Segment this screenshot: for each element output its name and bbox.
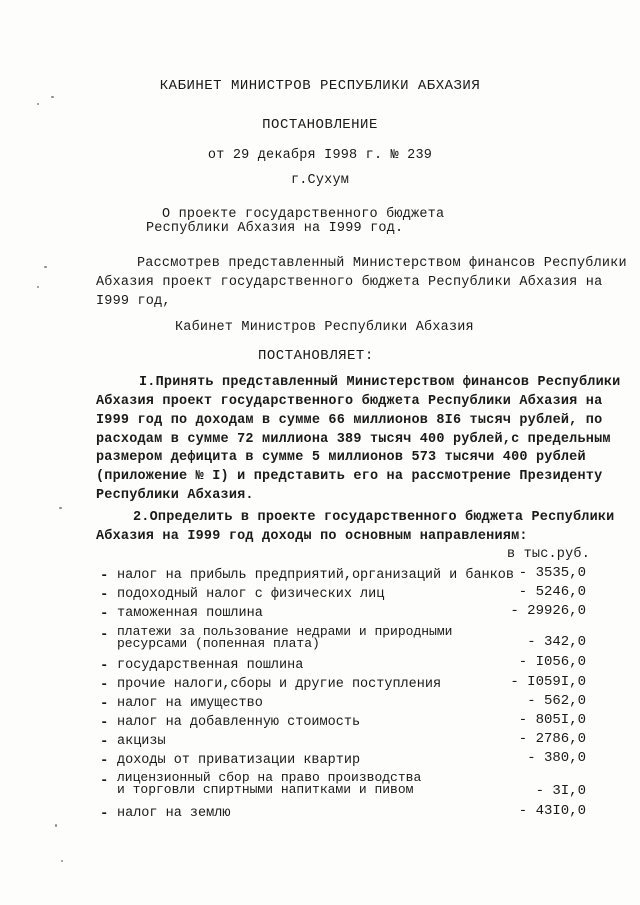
revenue-value: - I059I,0 <box>510 674 586 690</box>
list-bullet: - <box>100 606 109 622</box>
item1-line-1: I.Принять представленный Министерством финансов Республики <box>139 375 621 390</box>
revenue-name: налог на имущество <box>117 696 263 711</box>
subject-line-1: О проекте государственного бюджета <box>162 207 445 222</box>
revenue-name: акцизы <box>117 734 166 749</box>
date-number-line: от 29 декабря I998 г. № 239 <box>207 148 433 163</box>
document-type: ПОСТАНОВЛЕНИЕ <box>262 117 378 133</box>
revenue-value: - 2786,0 <box>518 731 586 747</box>
list-bullet: - <box>100 753 109 769</box>
scan-speck <box>44 266 47 268</box>
list-bullet: - <box>100 587 109 603</box>
list-bullet: - <box>100 696 109 712</box>
revenue-name: государственная пошлина <box>117 658 304 673</box>
revenue-value: - 5246,0 <box>518 584 586 600</box>
item1-line-6: (приложение № I) и представить его на рассмотрение Президенту <box>96 469 603 484</box>
preamble-line-2: Абхазия проект государственного бюджета Республики Абхазия на <box>96 275 603 290</box>
subject-line-2: Республики Абхазия на I999 год. <box>146 221 404 236</box>
revenue-value: - 342,0 <box>527 634 586 650</box>
preamble-line-3: I999 год, <box>96 294 171 309</box>
item1-line-4: расходам в сумме 72 миллиона 389 тысяч 400 рублей,с предельным <box>96 432 611 447</box>
revenue-name: прочие налоги,сборы и другие поступления <box>117 677 442 692</box>
list-bullet: - <box>100 658 109 674</box>
revenue-name: налог на землю <box>117 806 231 821</box>
organization-title: КАБИНЕТ МИНИСТРОВ РЕСПУБЛИКИ АБХАЗИЯ <box>159 78 481 94</box>
list-bullet: - <box>100 715 109 731</box>
revenue-name-continued: и торговли спиртными напитками и пивом <box>117 782 414 797</box>
revenue-name: налог на добавленную стоимость <box>117 715 361 730</box>
list-bullet: - <box>100 627 109 643</box>
revenue-value: - 43I0,0 <box>518 803 586 819</box>
item1-line-2: Абхазия проект государственного бюджета Республики Абхазия на <box>96 394 603 409</box>
preamble-line-1: Рассмотрев представленный Министерством финансов Республики <box>137 256 627 271</box>
item1-line-3: I999 год по доходам в сумме 66 миллионов 8I6 тысяч рублей, по <box>96 413 603 428</box>
revenue-name-continued: ресурсами (попенная плата) <box>117 636 320 651</box>
revenue-value: - 3I,0 <box>535 783 586 799</box>
scan-speck <box>37 286 39 288</box>
revenue-value: - 29926,0 <box>510 603 586 619</box>
item1-line-5: размером дефицита в сумме 5 миллионов 573 тысячи 400 рублей <box>96 450 586 465</box>
scan-speck <box>51 96 54 98</box>
scan-speck <box>37 103 39 105</box>
item2-line-1: 2.Определить в проекте государственного бюджета Республики <box>133 510 615 525</box>
revenue-name: таможенная пошлина <box>117 606 263 621</box>
revenue-name: налог на прибыль предприятий,организаций и банков <box>117 568 514 583</box>
list-bullet: - <box>100 734 109 750</box>
resolves-heading: ПОСТАНОВЛЯЕТ: <box>258 348 374 364</box>
cabinet-line: Кабинет Министров Республики Абхазия <box>175 320 474 335</box>
revenue-name: подоходный налог с физических лиц <box>117 587 385 602</box>
revenue-value: - 562,0 <box>527 693 586 709</box>
revenue-value: - 805I,0 <box>518 712 586 728</box>
scan-speck <box>61 860 63 862</box>
revenue-value: - I056,0 <box>518 654 586 670</box>
units-label: в тыс.руб. <box>507 547 591 562</box>
scan-speck <box>55 824 57 827</box>
item1-line-7: Республики Абхазия. <box>96 488 254 503</box>
item2-line-2: Абхазия на I999 год доходы по основным направлениям: <box>96 529 528 544</box>
list-bullet: - <box>100 677 109 693</box>
revenue-name: платежи за пользование недрами и природными <box>117 624 453 639</box>
list-bullet: - <box>100 773 109 789</box>
list-bullet: - <box>100 806 109 822</box>
list-bullet: - <box>100 568 109 584</box>
revenue-name: доходы от приватизации квартир <box>117 753 361 768</box>
revenue-value: - 3535,0 <box>518 565 586 581</box>
scan-speck <box>59 507 62 509</box>
revenue-name: лицензионный сбор на право производства <box>117 770 422 785</box>
revenue-value: - 380,0 <box>527 750 586 766</box>
city-line: г.Сухум <box>290 173 350 188</box>
